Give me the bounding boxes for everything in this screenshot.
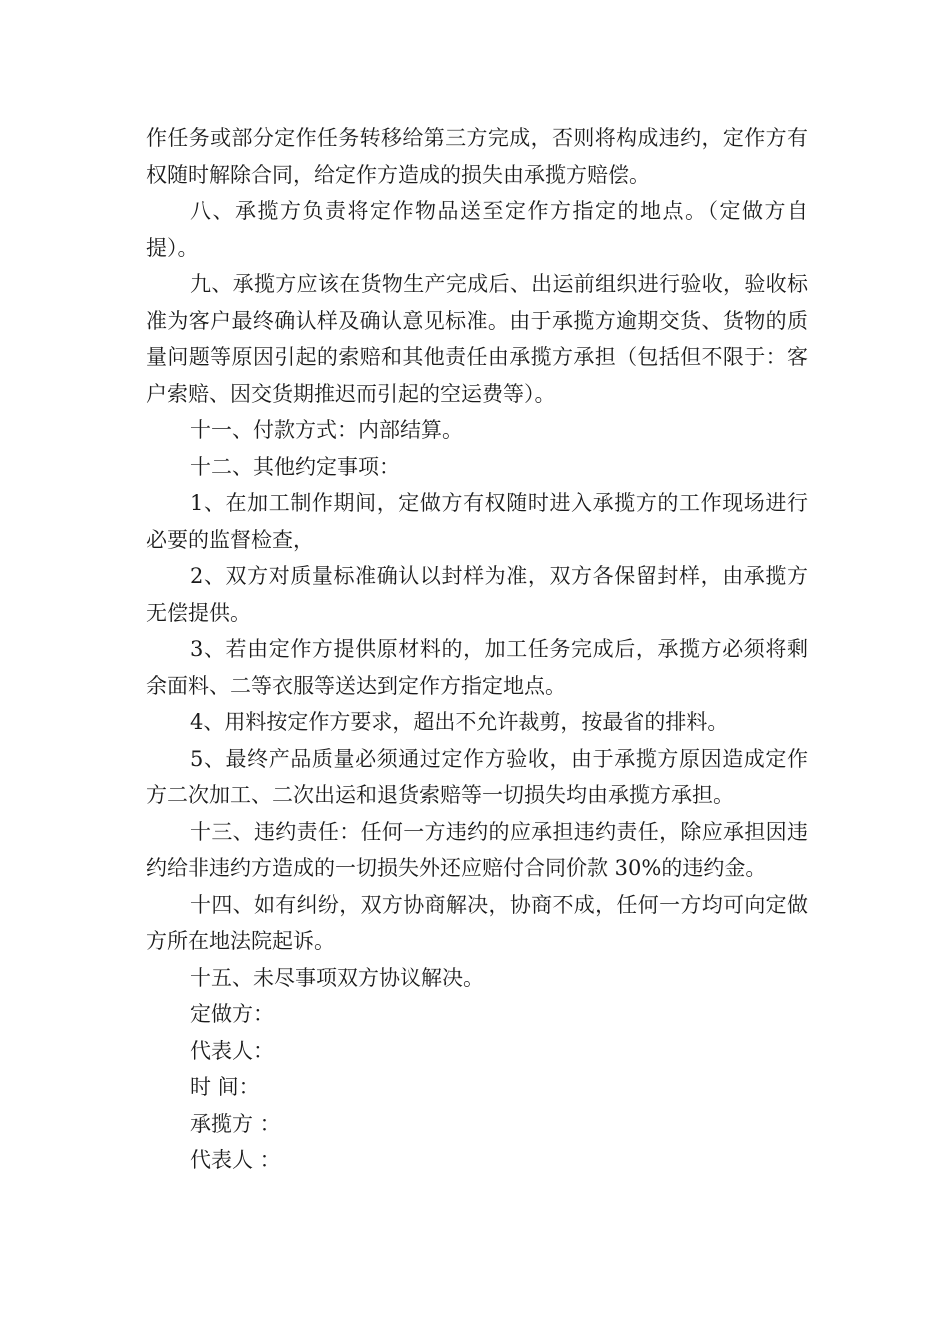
clause-14: 十四、如有纠纷，双方协商解决，协商不成，任何一方均可向定做方所在地法院起诉。: [146, 892, 808, 953]
clause-12-item-1: 1、在加工制作期间，定做方有权随时进入承揽方的工作现场进行必要的监督检查，: [146, 491, 808, 552]
signature-rep-b: 代表人 ：: [190, 1148, 281, 1172]
signature-rep-a: 代表人：: [190, 1038, 274, 1063]
clause-13: 十三、违约责任：任何一方违约的应承担违约责任，除应承担因违约给非违约方造成的一切损失外还应赔付合同价款 30%的违约金。: [146, 819, 808, 880]
signature-time: 时 间：: [190, 1075, 260, 1099]
paragraph-continuation: 作任务或部分定作任务转移给第三方完成，否则将构成违约，定作方有权随时解除合同，给定作方造成的损失由承揽方赔偿。: [146, 126, 808, 187]
signature-party-a: 定做方：: [190, 1002, 274, 1026]
clause-12-item-5: 5、最终产品质量必须通过定作方验收，由于承揽方原因造成定作方二次加工、二次出运和退货索赔等一切损失均由承揽方承担。: [146, 746, 808, 807]
clause-12-item-4: 4、用料按定作方要求，超出不允许裁剪，按最省的排料。: [190, 710, 729, 734]
clause-15: 十五、未尽事项双方协议解决。: [190, 965, 484, 990]
clause-12-item-2: 2、双方对质量标准确认以封样为准，双方各保留封样，由承揽方无偿提供。: [146, 564, 808, 625]
document-page: [146, 120, 808, 1179]
clause-9: 九、承揽方应该在货物生产完成后、出运前组织进行验收，验收标准为客户最终确认样及确认意见标准。由于承揽方逾期交货、货物的质量问题等原因引起的索赔和其他责任由承揽方承担（包括但不限于：客户索赔、因交货期推迟而引起的空运费等）。: [146, 272, 808, 406]
signature-block: [146, 996, 808, 1179]
clause-8: 八、承揽方负责将定作物品送至定作方指定的地点。（定做方自提）。: [146, 199, 808, 260]
signature-party-b: 承揽方 ：: [190, 1111, 281, 1136]
clause-12: 十二、其他约定事项：: [190, 454, 400, 479]
clause-11: 十一、付款方式：内部结算。: [190, 418, 463, 442]
clause-12-item-3: 3、若由定作方提供原材料的，加工任务完成后，承揽方必须将剩余面料、二等衣服等送达到定作方指定地点。: [146, 637, 808, 698]
